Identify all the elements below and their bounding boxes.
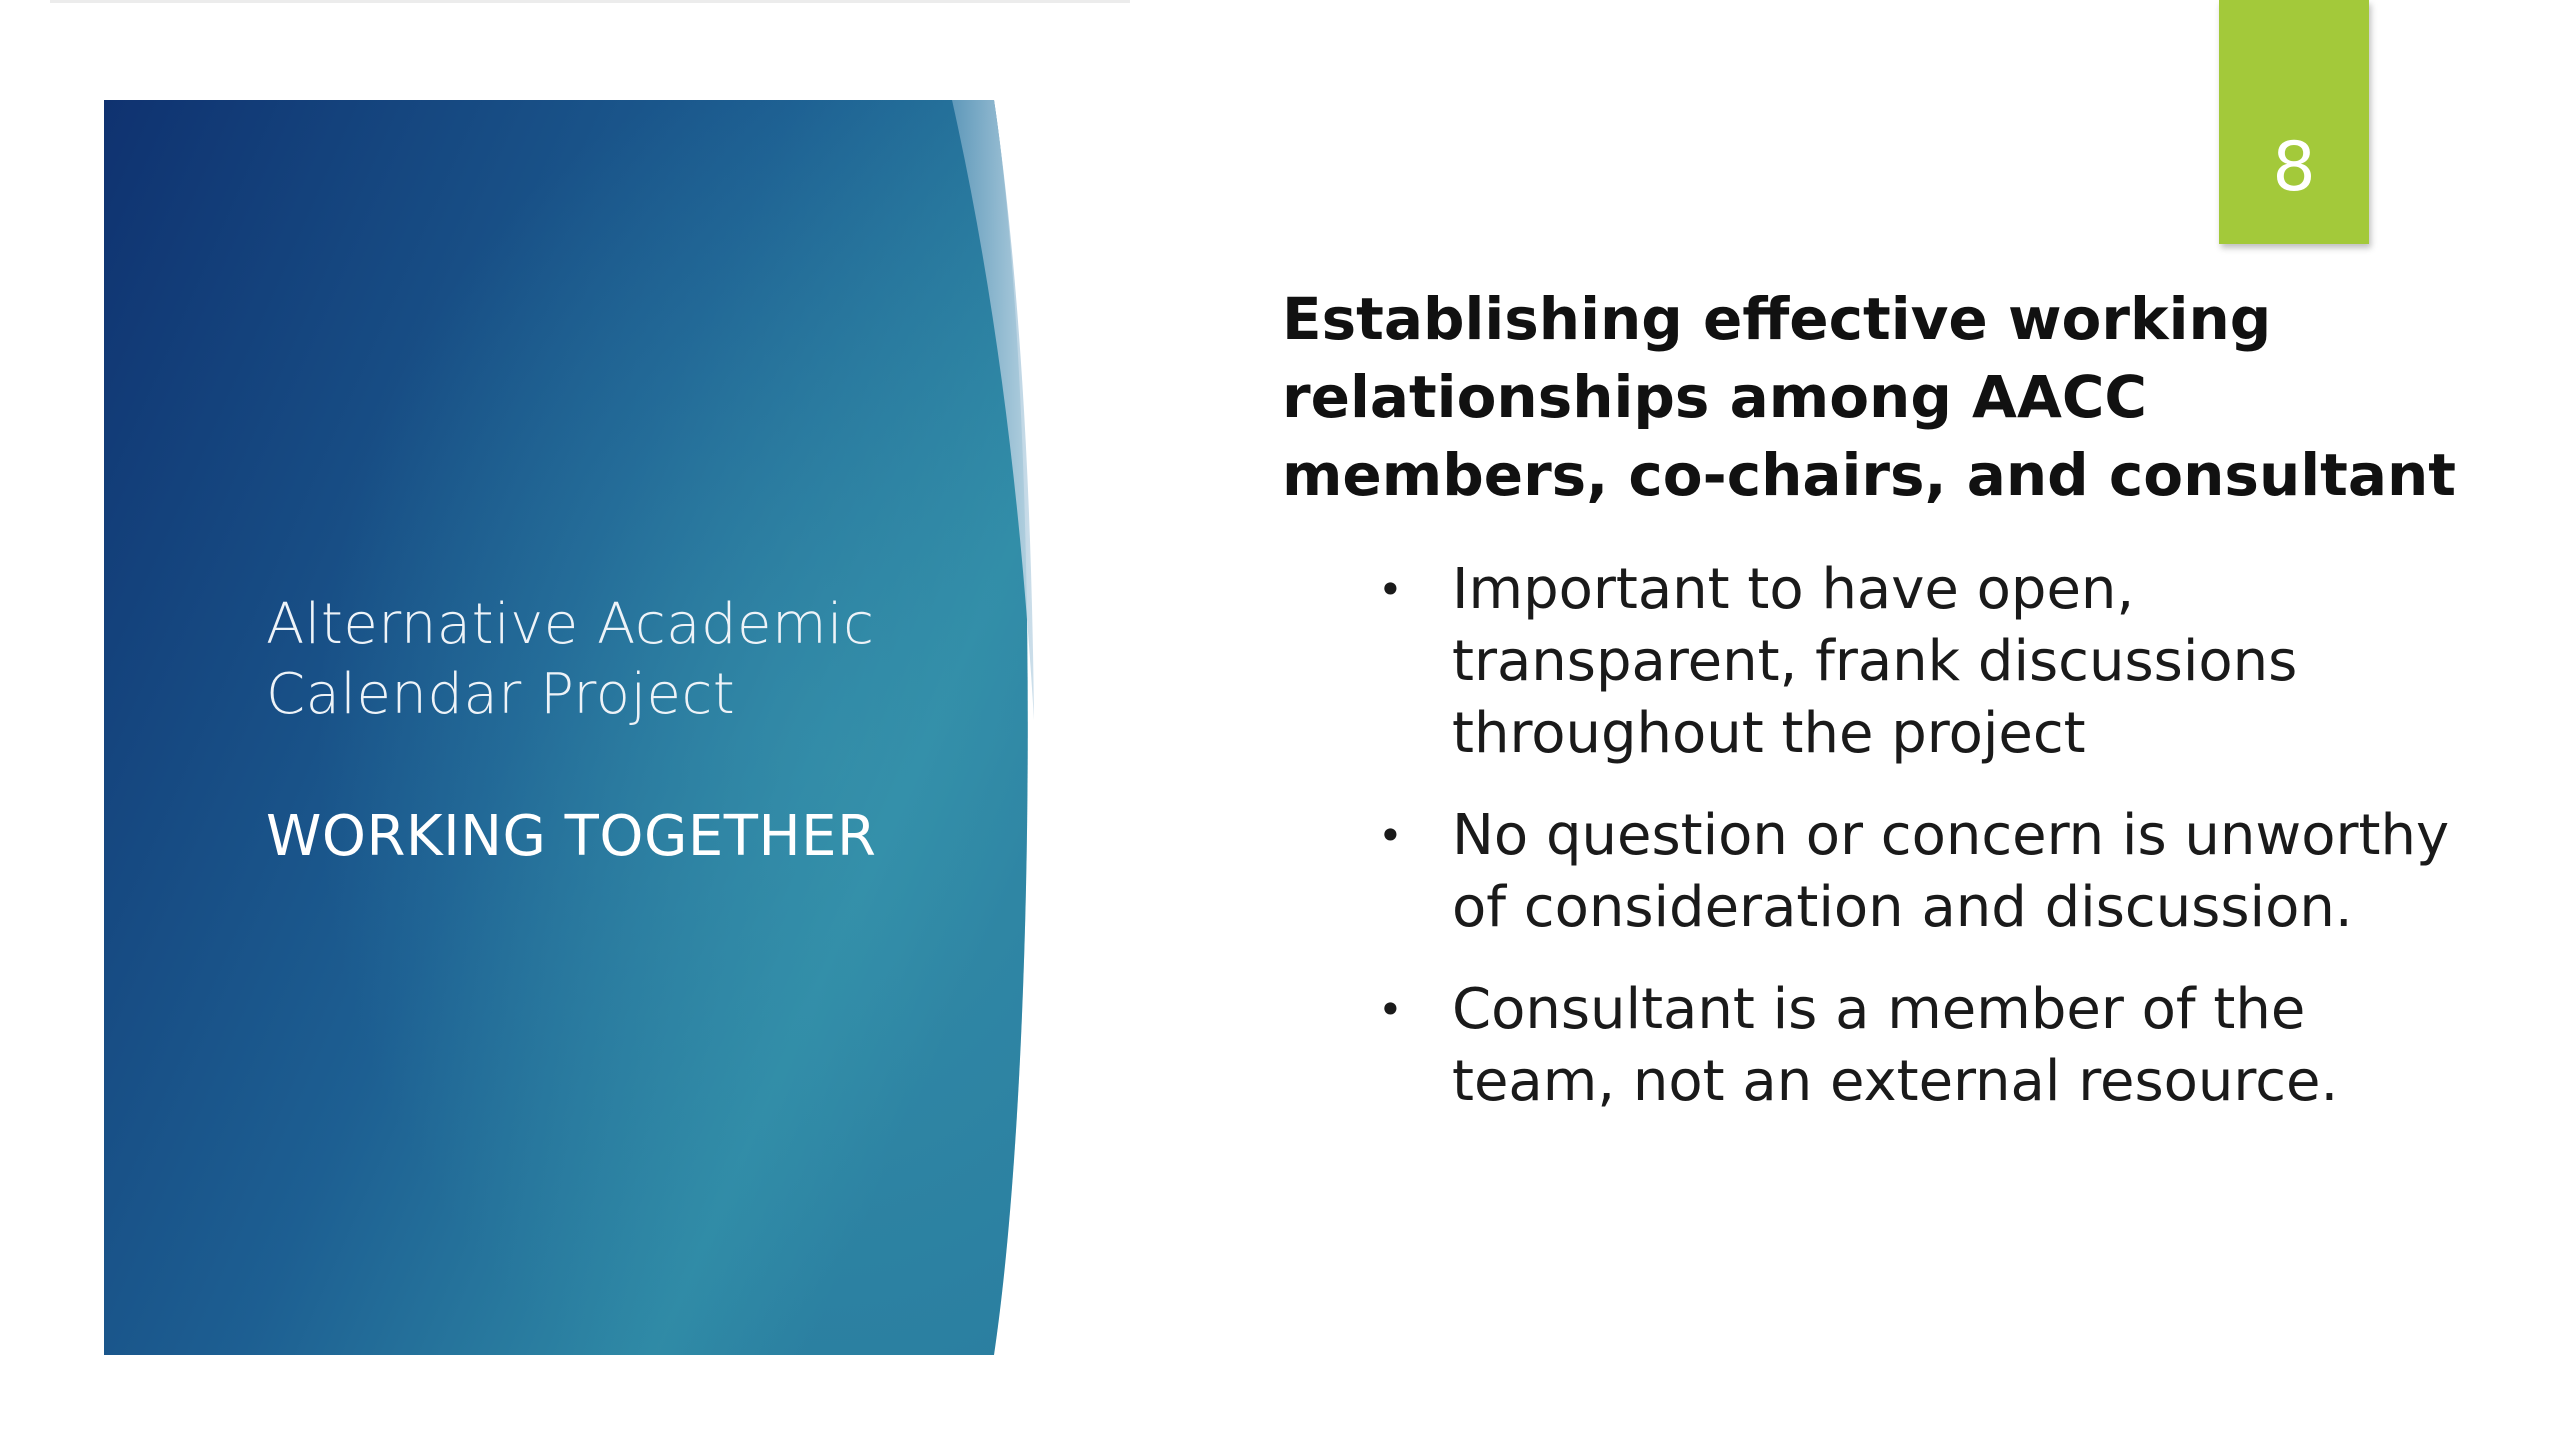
bullet-icon: •	[1378, 985, 1403, 1034]
bullet-list	[1282, 554, 2482, 1118]
bullet-item	[1282, 800, 2452, 944]
bullet-item	[1282, 554, 2452, 770]
bullet-item	[1282, 974, 2452, 1118]
section-subtitle: WORKING TOGETHER	[266, 804, 877, 869]
top-divider	[50, 0, 1130, 3]
slide-content	[1282, 280, 2482, 1148]
bullet-text: Consultant is a member of the team, not an external resource.	[1452, 977, 2339, 1114]
bullet-text: No question or concern is unworthy of consideration and discussion.	[1452, 803, 2450, 940]
title-panel-text	[266, 590, 1006, 872]
presentation-title: Alternative Academic Calendar Project	[266, 592, 875, 727]
bullet-icon: •	[1378, 565, 1403, 614]
bullet-text: Important to have open, transparent, frank discussions throughout the project	[1452, 557, 2298, 766]
slide-heading: Establishing effective working relationships among AACC members, co-chairs, and consultant	[1282, 285, 2456, 509]
bullet-icon: •	[1378, 811, 1403, 860]
slide-number-badge	[2219, 0, 2369, 244]
title-panel	[104, 100, 1039, 1355]
slide-number: 8	[2272, 128, 2316, 207]
